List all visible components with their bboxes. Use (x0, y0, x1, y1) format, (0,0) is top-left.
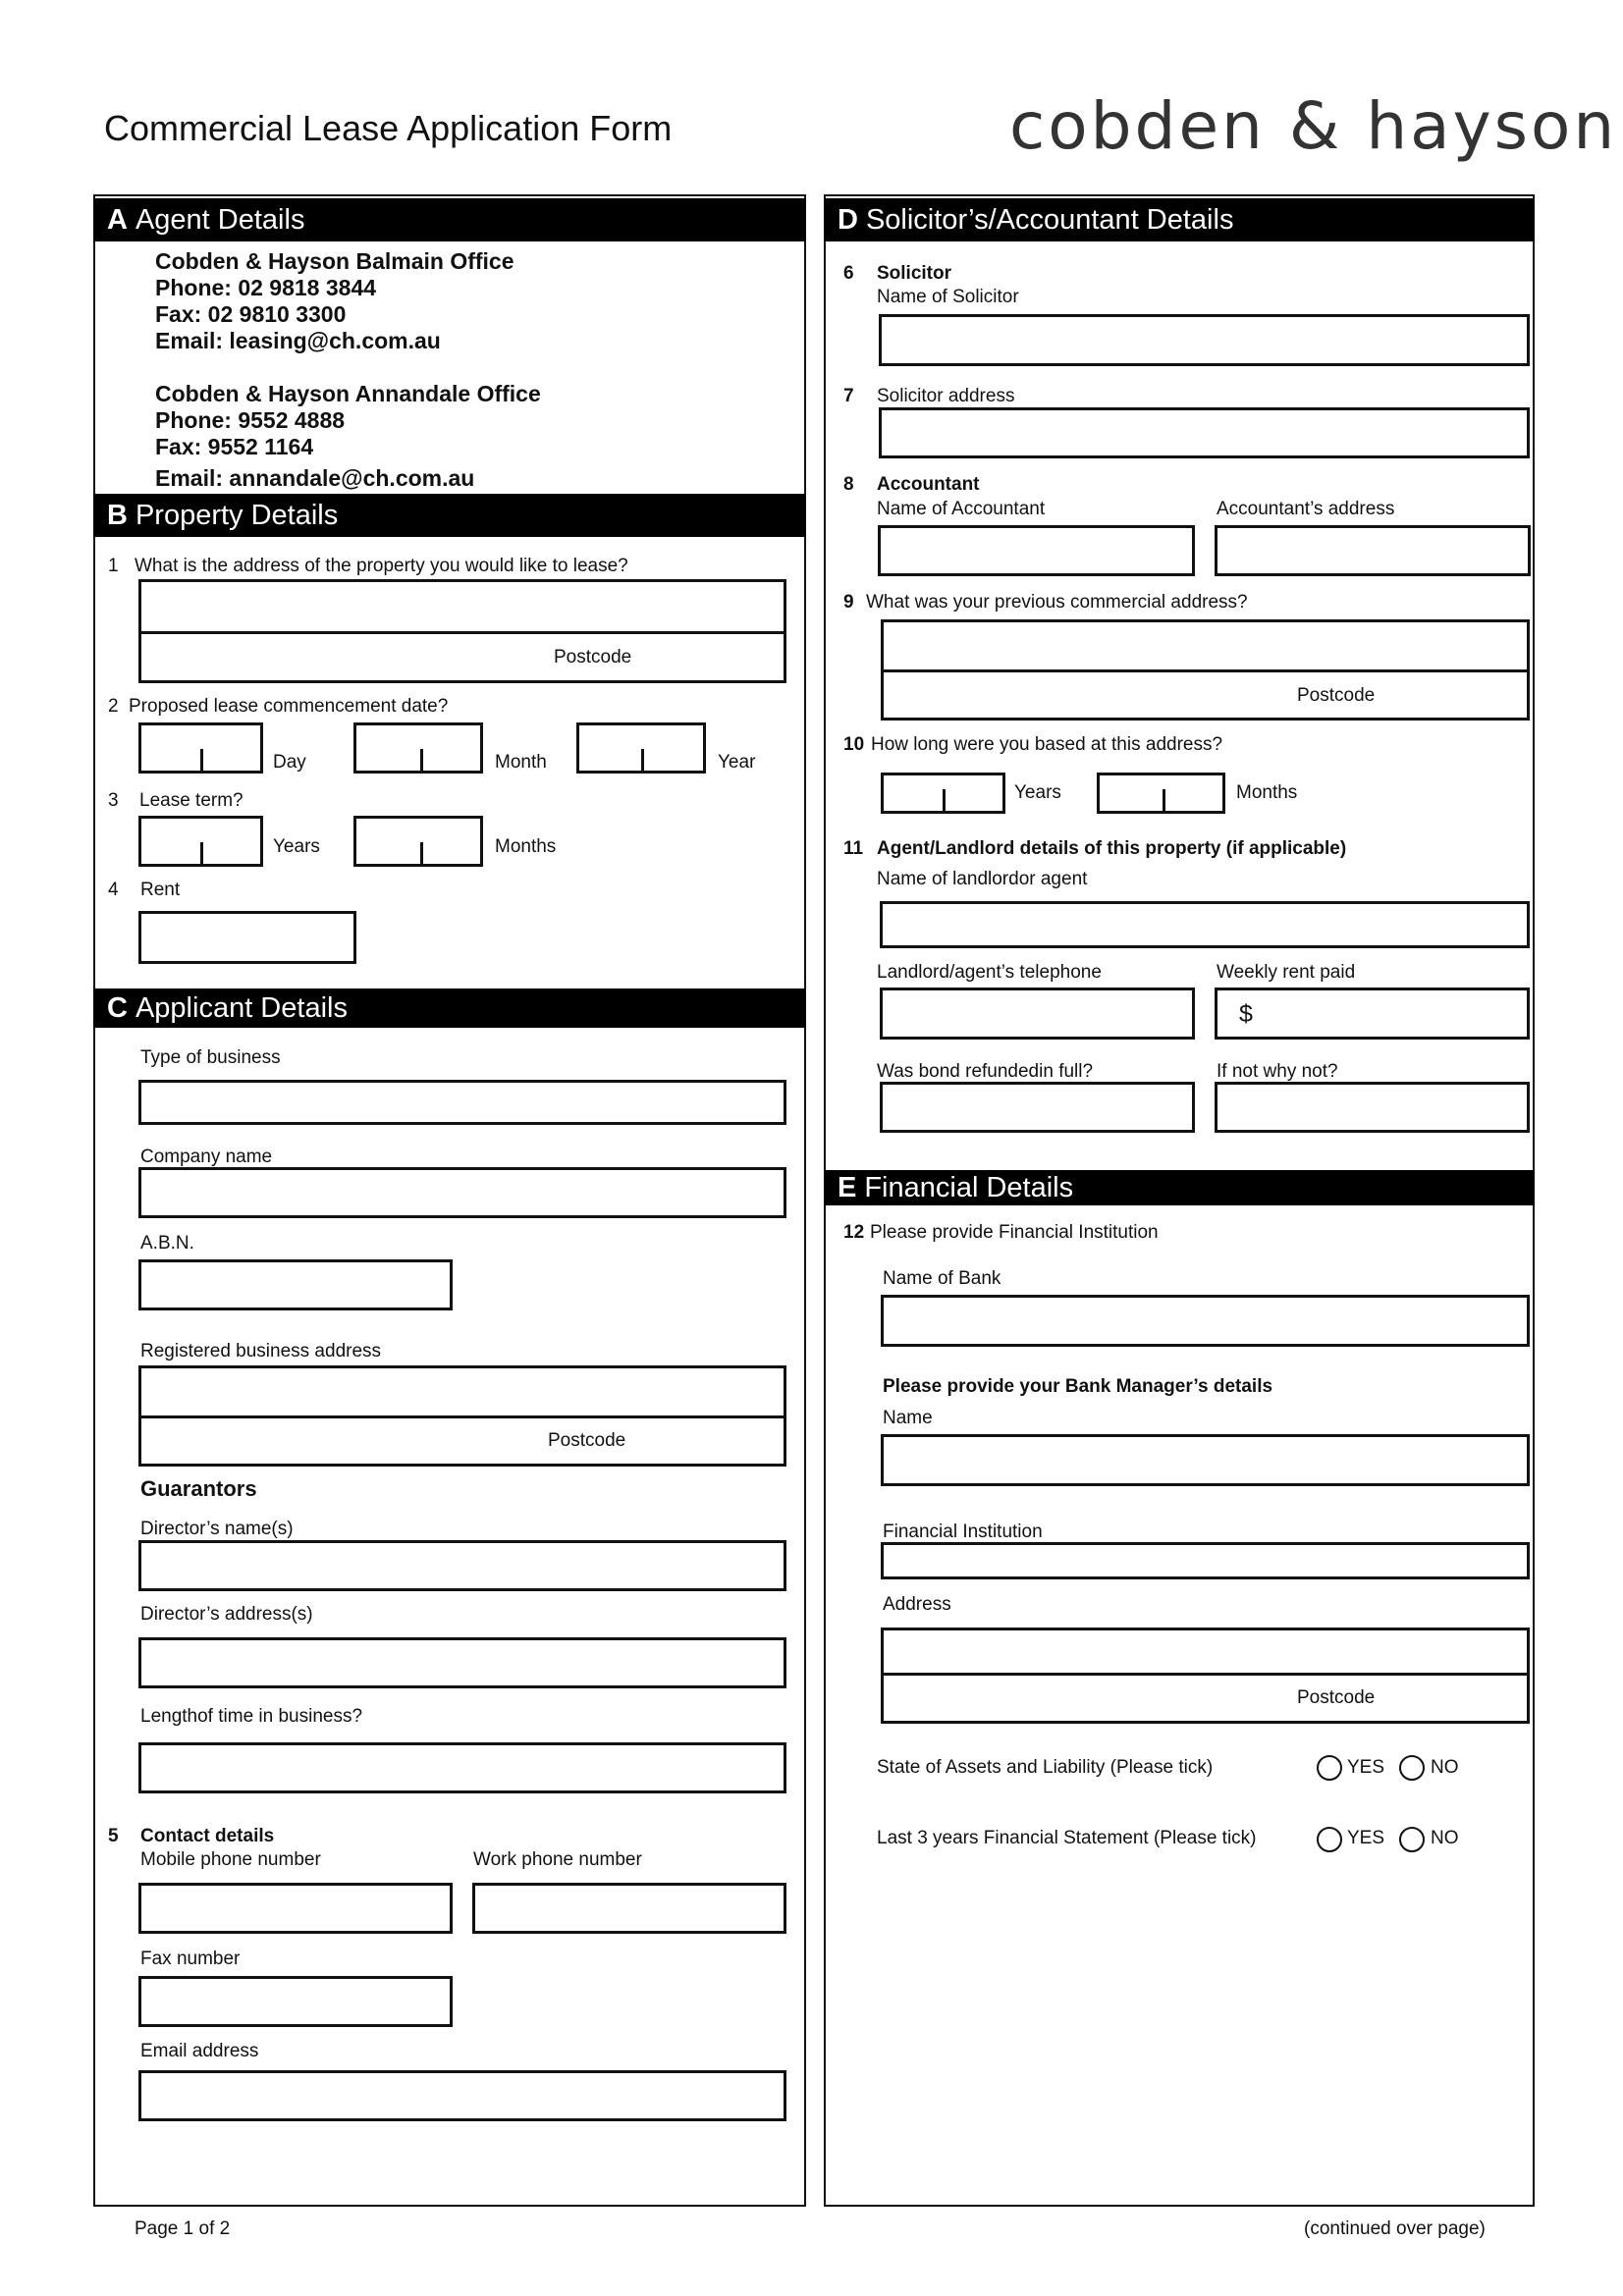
why-not-label: If not why not? (1217, 1061, 1338, 1082)
q1-label: What is the address of the property you would like to lease? (135, 556, 628, 576)
q7-number: 7 (843, 386, 854, 406)
assets-yes-radio[interactable] (1317, 1755, 1342, 1781)
manager-name-label: Name (883, 1408, 933, 1428)
bank-name-input[interactable] (881, 1295, 1530, 1347)
postcode-label: Postcode (1297, 1687, 1376, 1708)
solicitor-address-label: Solicitor address (877, 386, 1015, 406)
section-title: Property Details (135, 500, 339, 531)
balmain-office (155, 248, 514, 354)
bank-manager-heading: Please provide your Bank Manager’s details (883, 1376, 1273, 1397)
email-input[interactable] (138, 2070, 786, 2121)
solicitor-name-input[interactable] (879, 314, 1530, 366)
postcode-label: Postcode (554, 647, 632, 667)
landlord-agent-label: Name of landlordor agent (877, 869, 1088, 889)
based-months-input[interactable] (1097, 773, 1225, 814)
field-tick (420, 749, 423, 771)
based-years-input[interactable] (881, 773, 1005, 814)
no-label: NO (1431, 1757, 1459, 1778)
abn-label: A.B.N. (140, 1233, 194, 1254)
manager-address-input[interactable] (881, 1628, 1530, 1724)
q2-label: Proposed lease commencement date? (129, 696, 449, 717)
type-of-business-input[interactable] (138, 1080, 786, 1125)
office-fax: Fax: 9552 1164 (155, 434, 314, 459)
section-title: Applicant Details (135, 992, 348, 1024)
contact-details-heading: Contact details (140, 1826, 275, 1846)
director-names-label: Director’s name(s) (140, 1519, 294, 1539)
page-number: Page 1 of 2 (135, 2218, 231, 2239)
q9-number: 9 (843, 592, 854, 613)
field-divider (141, 631, 784, 634)
years-label: Years (1014, 782, 1061, 803)
registered-address-label: Registered business address (140, 1341, 382, 1362)
property-address-input[interactable] (138, 579, 786, 683)
section-c-header (93, 988, 806, 1028)
office-name: Cobden & Hayson Balmain Office (155, 248, 514, 274)
section-letter: C (107, 992, 128, 1024)
year-input[interactable] (576, 722, 706, 774)
yes-label: YES (1347, 1828, 1385, 1848)
q4-number: 4 (108, 880, 119, 900)
landlord-agent-input[interactable] (880, 901, 1530, 948)
bond-input[interactable] (880, 1082, 1195, 1133)
email-label: Email address (140, 2041, 259, 2061)
section-letter: D (838, 204, 858, 236)
dollar-sign: $ (1239, 1000, 1253, 1028)
type-of-business-label: Type of business (140, 1047, 281, 1068)
mobile-label: Mobile phone number (140, 1849, 321, 1870)
telephone-label: Landlord/agent’s telephone (877, 962, 1102, 983)
fax-input[interactable] (138, 1976, 453, 2027)
section-b-header (93, 494, 806, 537)
why-not-input[interactable] (1215, 1082, 1530, 1133)
months-label: Months (495, 836, 557, 857)
section-title: Agent Details (135, 204, 305, 236)
section-d-header (824, 198, 1535, 241)
page-title: Commercial Lease Application Form (104, 108, 673, 148)
lease-months-input[interactable] (353, 816, 483, 867)
q6-number: 6 (843, 263, 854, 284)
assets-no-radio[interactable] (1399, 1755, 1425, 1781)
telephone-input[interactable] (880, 988, 1195, 1040)
q9-label: What was your previous commercial address? (866, 592, 1248, 613)
q12-label: Please provide Financial Institution (870, 1222, 1159, 1243)
postcode-label: Postcode (548, 1430, 626, 1451)
field-tick (641, 749, 644, 771)
field-tick (943, 789, 946, 811)
bank-name-label: Name of Bank (883, 1268, 1001, 1289)
q8-number: 8 (843, 474, 854, 495)
q11-heading: Agent/Landlord details of this property (if applicable) (877, 838, 1347, 859)
registered-address-input[interactable] (138, 1365, 786, 1467)
office-phone: Phone: 9552 4888 (155, 407, 346, 433)
month-label: Month (495, 752, 547, 773)
field-divider (884, 1673, 1527, 1676)
length-in-business-label: Lengthof time in business? (140, 1706, 363, 1727)
solicitor-name-label: Name of Solicitor (877, 287, 1019, 307)
office-name: Cobden & Hayson Annandale Office (155, 381, 541, 406)
annandale-office (155, 381, 541, 492)
director-names-input[interactable] (138, 1540, 786, 1591)
q3-number: 3 (108, 790, 119, 811)
abn-input[interactable] (138, 1259, 453, 1310)
q2-number: 2 (108, 696, 119, 717)
solicitor-heading: Solicitor (877, 263, 952, 284)
continued-note: (continued over page) (1304, 2218, 1486, 2239)
office-fax: Fax: 02 9810 3300 (155, 301, 347, 327)
company-name-input[interactable] (138, 1167, 786, 1218)
lease-years-input[interactable] (138, 816, 263, 867)
statement-no-radio[interactable] (1399, 1827, 1425, 1852)
q11-number: 11 (843, 838, 864, 859)
accountant-address-label: Accountant’s address (1217, 499, 1395, 519)
field-tick (200, 842, 203, 864)
director-address-input[interactable] (138, 1637, 786, 1688)
q3-label: Lease term? (139, 790, 243, 811)
section-letter: A (107, 204, 128, 236)
q5-number: 5 (108, 1826, 119, 1846)
guarantors-heading: Guarantors (140, 1476, 257, 1501)
postcode-label: Postcode (1297, 685, 1376, 706)
yes-label: YES (1347, 1757, 1385, 1778)
years-label: Years (273, 836, 320, 857)
manager-name-input[interactable] (881, 1434, 1530, 1486)
address-label: Address (883, 1594, 951, 1615)
financial-institution-label: Financial Institution (883, 1522, 1043, 1542)
length-in-business-input[interactable] (138, 1742, 786, 1793)
field-tick (1163, 789, 1165, 811)
work-phone-input[interactable] (472, 1883, 786, 1934)
day-input[interactable] (138, 722, 263, 774)
statement-label: Last 3 years Financial Statement (Please tick) (877, 1828, 1257, 1848)
accountant-address-input[interactable] (1215, 525, 1531, 576)
section-letter: B (107, 500, 128, 531)
field-tick (420, 842, 423, 864)
year-label: Year (718, 752, 756, 773)
field-divider (141, 1415, 784, 1418)
field-tick (200, 749, 203, 771)
financial-institution-input[interactable] (881, 1542, 1530, 1579)
q4-label: Rent (140, 880, 181, 900)
statement-yes-radio[interactable] (1317, 1827, 1342, 1852)
no-label: NO (1431, 1828, 1459, 1848)
accountant-name-label: Name of Accountant (877, 499, 1046, 519)
section-title: Financial Details (864, 1172, 1074, 1203)
section-e-header (824, 1170, 1535, 1205)
bond-label: Was bond refundedin full? (877, 1061, 1094, 1082)
accountant-name-input[interactable] (878, 525, 1195, 576)
office-email: Email: leasing@ch.com.au (155, 328, 441, 353)
q1-number: 1 (108, 556, 119, 576)
work-phone-label: Work phone number (473, 1849, 642, 1870)
months-label: Months (1236, 782, 1298, 803)
accountant-heading: Accountant (877, 474, 980, 495)
assets-label: State of Assets and Liability (Please tick) (877, 1757, 1214, 1778)
office-phone: Phone: 02 9818 3844 (155, 275, 377, 300)
q10-label: How long were you based at this address? (871, 734, 1223, 755)
previous-address-input[interactable] (881, 619, 1530, 721)
weekly-rent-label: Weekly rent paid (1217, 962, 1356, 983)
mobile-input[interactable] (138, 1883, 453, 1934)
solicitor-address-input[interactable] (879, 407, 1530, 458)
field-divider (884, 669, 1527, 672)
office-email: Email: annandale@ch.com.au (155, 465, 475, 491)
brand-logo: cobden & hayson (1009, 88, 1618, 164)
day-label: Day (273, 752, 306, 773)
q12-number: 12 (843, 1222, 865, 1243)
fax-label: Fax number (140, 1949, 241, 1969)
weekly-rent-input[interactable] (1215, 988, 1530, 1040)
section-letter: E (838, 1172, 857, 1203)
section-title: Solicitor’s/Accountant Details (865, 204, 1234, 236)
month-input[interactable] (353, 722, 483, 774)
rent-input[interactable] (138, 911, 356, 964)
q10-number: 10 (843, 734, 865, 755)
company-name-label: Company name (140, 1147, 273, 1167)
section-a-header (93, 198, 806, 241)
director-address-label: Director’s address(s) (140, 1604, 313, 1625)
